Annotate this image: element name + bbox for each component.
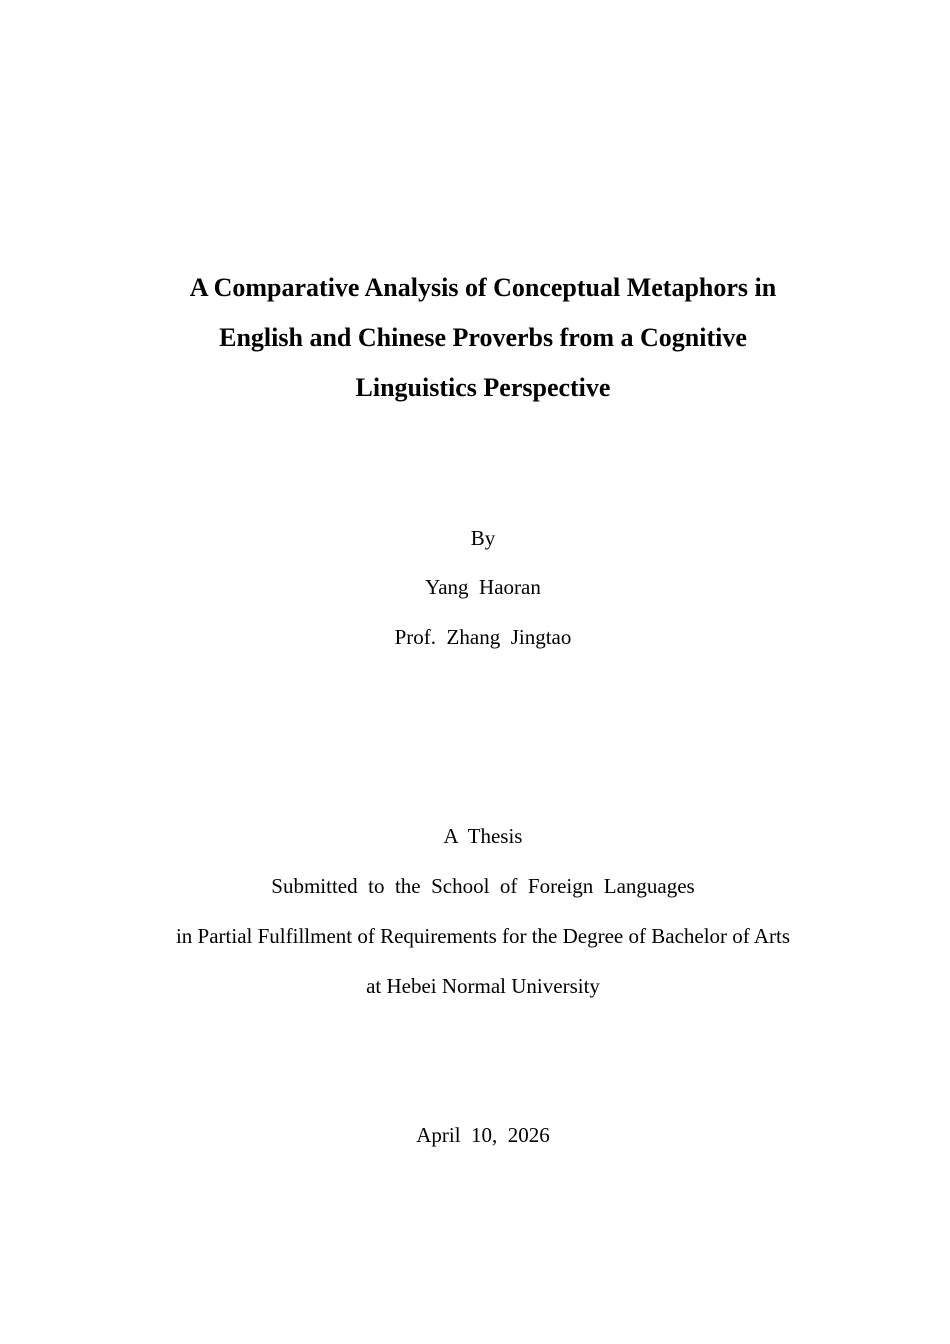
university-line: at Hebei Normal University bbox=[366, 974, 600, 998]
supervisor-name: Prof. Zhang Jingtao bbox=[394, 625, 572, 649]
degree-line: in Partial Fulfillment of Requirements for the Degree of Bachelor of Arts bbox=[175, 924, 791, 948]
thesis-title-line-3: Linguistics Perspective bbox=[355, 373, 611, 402]
author-name: Yang Haoran bbox=[425, 575, 541, 599]
by-label: By bbox=[470, 526, 496, 550]
thesis-label: A Thesis bbox=[443, 824, 523, 848]
thesis-title-line-1: A Comparative Analysis of Conceptual Metaphors in bbox=[189, 273, 777, 302]
submission-date: April 10, 2026 bbox=[416, 1123, 550, 1147]
submission-line: Submitted to the School of Foreign Languages bbox=[271, 874, 695, 898]
thesis-title-line-2: English and Chinese Proverbs from a Cognitive bbox=[219, 323, 747, 352]
